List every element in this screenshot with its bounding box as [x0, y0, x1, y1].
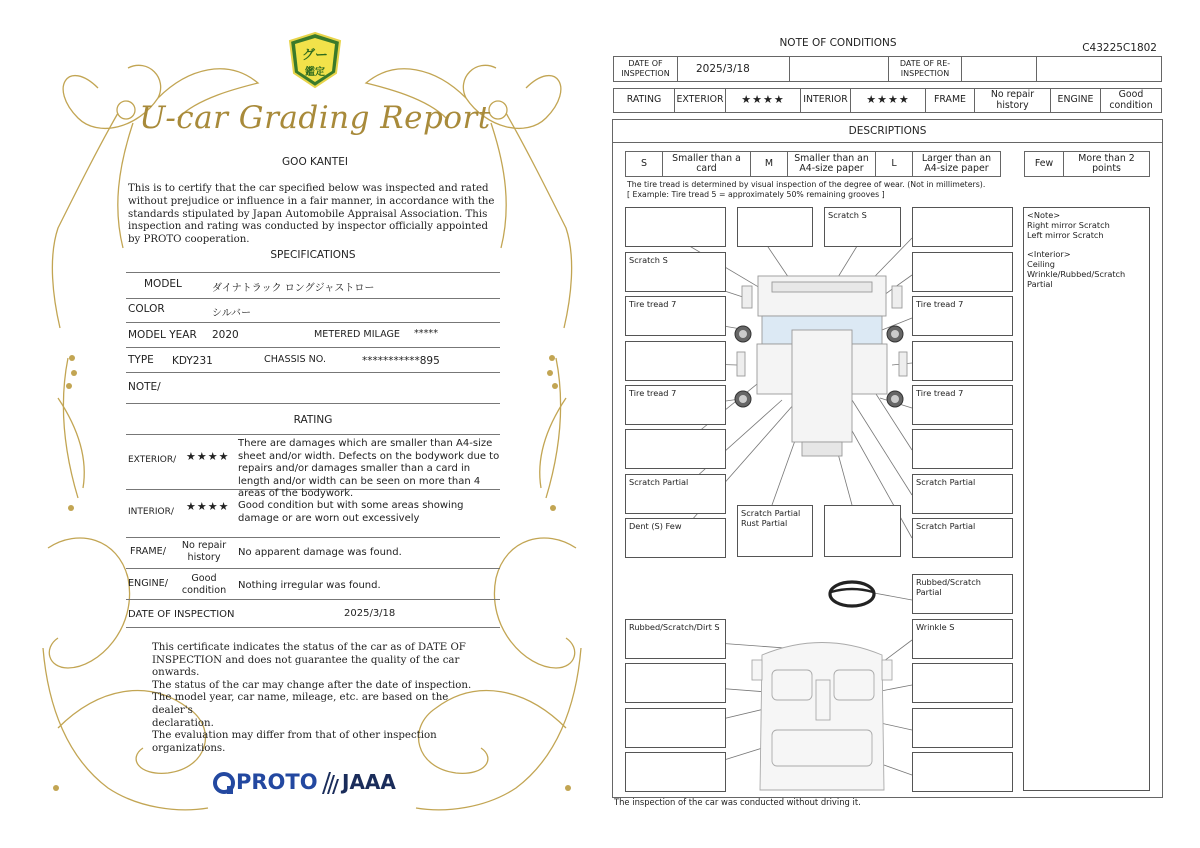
chassis-value: ***********895	[362, 355, 440, 367]
noc-title: NOTE OF CONDITIONS	[779, 37, 897, 49]
notes-text: <Note> Right mirror Scratch Left mirror Scratch <Interior> Ceiling Wrinkle/Rubbed/Scratch Partial	[1027, 210, 1126, 289]
cond-box-2	[737, 207, 813, 247]
cond-box-right-6	[912, 429, 1013, 469]
color-label: COLOR	[128, 303, 165, 315]
frame-desc: No apparent damage was found.	[238, 547, 402, 558]
cond-box-right-2	[912, 252, 1013, 292]
cond-box-1	[625, 207, 726, 247]
cond-box-bottom-mid-2	[824, 505, 901, 557]
footer-line-3: The status of the car may change after the date of inspection.	[152, 679, 472, 691]
frame-value: No repair history	[181, 540, 227, 563]
cond-box-left-8: Dent (S) Few	[625, 518, 726, 558]
legend-few: Few	[1024, 151, 1064, 177]
engine-desc: Nothing irregular was found.	[238, 580, 381, 591]
cond-box-interior-left-4	[625, 752, 726, 792]
cond-box-interior-left-3	[625, 708, 726, 748]
date-label: DATE OF INSPECTION	[128, 609, 235, 620]
milage-label: METERED MILAGE	[314, 329, 400, 340]
cond-box-3: Scratch S	[824, 207, 901, 247]
date-inspection-label: DATE OF INSPECTION	[613, 56, 678, 82]
footer-line-5: declaration.	[152, 717, 214, 729]
doc-code: C43225C1802	[1082, 42, 1157, 54]
color-value: シルバー	[212, 308, 252, 319]
date-inspection-value: 2025/3/18	[677, 56, 790, 82]
exterior-stars: ★★★★	[186, 450, 230, 463]
chassis-label: CHASSIS NO.	[264, 354, 327, 365]
rating-row-exterior	[126, 434, 500, 499]
engine-label-r: ENGINE	[1050, 88, 1101, 113]
report-title: U-car Grading Report	[139, 100, 491, 136]
exterior-label: EXTERIOR/	[128, 455, 177, 465]
exterior-stars-r: ★★★★	[725, 88, 801, 113]
interior-desc: Good condition but with some areas showing damage or are worn out excessively	[238, 500, 464, 524]
legend-m: M	[750, 151, 788, 177]
rating-label: RATING	[613, 88, 675, 113]
legend-l-desc: Larger than an A4-size paper	[912, 151, 1001, 177]
jaaa-brand: JAAA	[342, 770, 396, 794]
cond-box-right-8: Scratch Partial	[912, 518, 1013, 558]
proto-brand: PROTO	[236, 770, 318, 794]
model-value: ダイナトラック ロングジャストロー	[212, 283, 375, 294]
frame-label-r: FRAME	[925, 88, 975, 113]
legend-s: S	[625, 151, 663, 177]
legend-few-desc: More than 2 points	[1063, 151, 1150, 177]
cond-box-right-5: Tire tread 7	[912, 385, 1013, 425]
engine-value-r: Good condition	[1100, 88, 1162, 113]
certify-text: This is to certify that the car specified below was inspected and rated without prejudice or influence in a fair manner, in accordance with the standards stipulated by Japan Automobile Appraisal Association. This inspection and rating was conducted by inspector officially appointed by PROTO cooperation.	[128, 183, 495, 246]
certificate-footer	[152, 642, 482, 755]
cond-box-interior-left-2	[625, 663, 726, 703]
frame-label: FRAME/	[130, 546, 166, 557]
rating-row-date	[126, 600, 500, 628]
date-blank-2	[1036, 56, 1162, 82]
legend-m-desc: Smaller than an A4-size paper	[787, 151, 876, 177]
svg-text:鑑定: 鑑定	[305, 67, 325, 78]
legend-l: L	[875, 151, 913, 177]
badge-text: グー	[301, 48, 329, 63]
interior-stars-r: ★★★★	[850, 88, 926, 113]
spec-row-model	[126, 272, 500, 299]
proto-logo-icon	[213, 772, 235, 796]
cond-box-interior-right-1: Wrinkle S	[912, 619, 1013, 659]
frame-value-r: No repair history	[974, 88, 1051, 113]
type-label: TYPE	[128, 354, 154, 366]
year-label: MODEL YEAR	[128, 329, 197, 341]
spec-row-note	[126, 373, 500, 404]
legend-s-desc: Smaller than a card	[662, 151, 751, 177]
descriptions-heading: DESCRIPTIONS	[612, 119, 1163, 143]
footer-line-6: The evaluation may differ from that of other inspection organizations.	[152, 730, 437, 754]
milage-value: *****	[414, 328, 438, 339]
cond-box-interior-right-4	[912, 752, 1013, 792]
steering-wheel-icon	[830, 582, 874, 606]
cond-box-right-4	[912, 341, 1013, 381]
cond-box-left-3: Tire tread 7	[625, 296, 726, 336]
notes-box	[1023, 207, 1150, 791]
rating-row-engine	[126, 569, 500, 600]
footer-line-1: This certificate indicates the status of the car as of DATE OF	[152, 642, 466, 653]
cond-box-right-7: Scratch Partial	[912, 474, 1013, 514]
report-subtitle: GOO KANTEI	[282, 156, 348, 168]
year-value: 2020	[212, 329, 239, 341]
cond-box-left-5: Tire tread 7	[625, 385, 726, 425]
footer-line-2: INSPECTION and does not guarantee the quality of the car onwards.	[152, 654, 460, 679]
cond-box-bottom-mid-1: Scratch Partial Rust Partial	[737, 505, 813, 557]
tire-note-2: [ Example: Tire tread 5 = approximately 50% remaining grooves ]	[627, 190, 885, 199]
interior-stars: ★★★★	[186, 500, 230, 513]
model-label: MODEL	[144, 278, 182, 290]
exterior-label-r: EXTERIOR	[674, 88, 726, 113]
date-reinspection-value	[961, 56, 1037, 82]
exterior-desc: There are damages which are smaller than A4-size sheet and/or width. Defects on the bodywork due to repairs and/or damages smaller than a card in length and/or width can be seen on more than 4 areas of the bodywork.	[238, 438, 500, 499]
cond-box-left-7: Scratch Partial	[625, 474, 726, 514]
jaaa-logo-icon	[318, 770, 340, 796]
cond-box-right-3: Tire tread 7	[912, 296, 1013, 336]
footer-line-4: The model year, car name, mileage, etc. are based on the dealer's	[152, 692, 449, 716]
goo-kantei-badge	[288, 31, 342, 89]
interior-label-r: INTERIOR	[800, 88, 851, 113]
rating-row-frame	[126, 538, 500, 569]
cond-box-steering: Rubbed/Scratch Partial	[912, 574, 1013, 614]
cond-box-4	[912, 207, 1013, 247]
specifications-heading: SPECIFICATIONS	[270, 249, 356, 261]
type-value: KDY231	[172, 355, 213, 367]
spec-row-year	[126, 323, 500, 348]
date-blank-1	[789, 56, 889, 82]
engine-label: ENGINE/	[128, 578, 168, 589]
date-reinspection-label: DATE OF RE-INSPECTION	[888, 56, 962, 82]
interior-label: INTERIOR/	[128, 507, 174, 517]
cond-box-interior-right-3	[912, 708, 1013, 748]
cond-box-interior-right-2	[912, 663, 1013, 703]
engine-value: Good condition	[181, 573, 227, 596]
cond-box-interior-left-1: Rubbed/Scratch/Dirt S	[625, 619, 726, 659]
cond-box-left-4	[625, 341, 726, 381]
cond-box-left-2: Scratch S	[625, 252, 726, 292]
date-value: 2025/3/18	[344, 608, 396, 619]
inspection-footer-note: The inspection of the car was conducted without driving it.	[614, 797, 861, 807]
spec-row-color	[126, 298, 500, 323]
cond-box-left-6	[625, 429, 726, 469]
rating-row-interior	[126, 489, 500, 538]
rating-heading: RATING	[293, 414, 333, 426]
note-label: NOTE/	[128, 381, 161, 393]
tire-note-1: The tire tread is determined by visual inspection of the degree of wear. (Not in millimeters).	[627, 180, 986, 189]
spec-row-type	[126, 348, 500, 373]
